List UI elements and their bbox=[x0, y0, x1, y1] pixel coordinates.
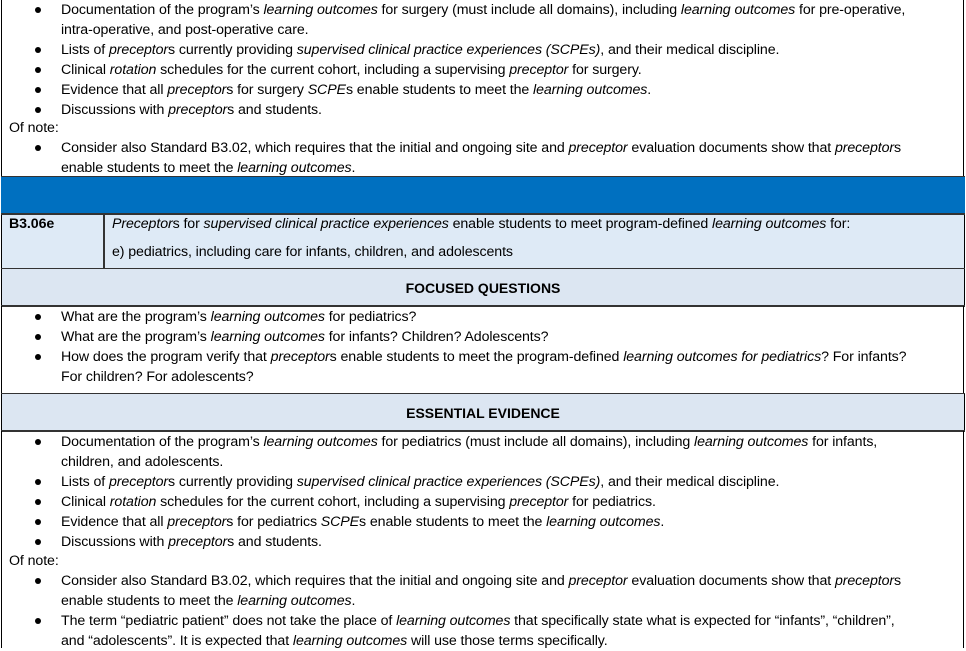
bullet-icon bbox=[35, 334, 41, 340]
standard-text-line2: e) pediatrics, including care for infants, children, and adolescents bbox=[112, 244, 513, 260]
standard-text-line1: Preceptors for supervised clinical practice experiences enable students to meet program-defined learning outcomes for: bbox=[112, 216, 851, 232]
note-item: enable students to meet the learning outcomes. bbox=[61, 160, 356, 176]
bullet-icon bbox=[35, 519, 41, 525]
evidence-item: intra-operative, and post-operative care. bbox=[61, 22, 309, 38]
standard-code: B3.06e bbox=[9, 216, 55, 232]
note-item: enable students to meet the learning outcomes. bbox=[61, 593, 356, 609]
bullet-icon bbox=[35, 354, 41, 360]
bullet-icon bbox=[35, 578, 41, 584]
of-note-label: Of note: bbox=[9, 120, 59, 136]
bullet-icon bbox=[35, 67, 41, 73]
column-divider bbox=[103, 213, 105, 269]
bullet-icon bbox=[35, 439, 41, 445]
bullet-icon bbox=[35, 87, 41, 93]
evidence-item: Evidence that all preceptors for surgery SCPEs enable students to meet the learning outcomes. bbox=[61, 82, 652, 98]
note-item: and “adolescents”. It is expected that learning outcomes will use those terms specifically. bbox=[61, 633, 608, 649]
bullet-icon bbox=[35, 107, 41, 113]
bullet-icon bbox=[35, 618, 41, 624]
evidence-item: Documentation of the program’s learning outcomes for pediatrics (must include all domains), including learning outcomes for infants, bbox=[61, 434, 878, 450]
section-band bbox=[1, 177, 965, 213]
note-item: The term “pediatric patient” does not take the place of learning outcomes that specifically state what is expected for “infants”, “children”, bbox=[61, 613, 895, 629]
bullet-icon bbox=[35, 539, 41, 545]
evidence-item: children, and adolescents. bbox=[61, 454, 224, 470]
question-item: How does the program verify that preceptors enable students to meet the program-defined learning outcomes for pediatrics? For infants? bbox=[61, 349, 907, 365]
of-note-label: Of note: bbox=[9, 553, 59, 569]
question-item: What are the program’s learning outcomes for pediatrics? bbox=[61, 309, 417, 325]
evidence-item: Documentation of the program’s learning outcomes for surgery (must include all domains), including learning outcomes for pre-operative, bbox=[61, 2, 906, 18]
note-item: Consider also Standard B3.02, which requires that the initial and ongoing site and preceptor evaluation documents show that preceptors bbox=[61, 140, 901, 156]
bullet-icon bbox=[35, 499, 41, 505]
evidence-item: Lists of preceptors currently providing supervised clinical practice experiences (SCPEs), and their medical discipline. bbox=[61, 42, 780, 58]
bullet-icon bbox=[35, 314, 41, 320]
bullet-icon bbox=[35, 7, 41, 13]
note-item: Consider also Standard B3.02, which requires that the initial and ongoing site and preceptor evaluation documents show that preceptors bbox=[61, 573, 901, 589]
bullet-icon bbox=[35, 47, 41, 53]
evidence-item: Lists of preceptors currently providing supervised clinical practice experiences (SCPEs), and their medical discipline. bbox=[61, 474, 780, 490]
evidence-item: Discussions with preceptors and students. bbox=[61, 102, 322, 118]
essential-evidence-heading: ESSENTIAL EVIDENCE bbox=[406, 405, 560, 421]
evidence-item: Evidence that all preceptors for pediatrics SCPEs enable students to meet the learning outcomes. bbox=[61, 514, 665, 530]
evidence-item: Discussions with preceptors and students. bbox=[61, 534, 322, 550]
focused-questions-heading: FOCUSED QUESTIONS bbox=[405, 280, 561, 296]
bullet-icon bbox=[35, 145, 41, 151]
bullet-icon bbox=[35, 479, 41, 485]
question-item: What are the program’s learning outcomes for infants? Children? Adolescents? bbox=[61, 329, 549, 345]
question-item: For children? For adolescents? bbox=[61, 369, 254, 385]
evidence-item: Clinical rotation schedules for the current cohort, including a supervising preceptor for pediatrics. bbox=[61, 494, 656, 510]
evidence-item: Clinical rotation schedules for the current cohort, including a supervising preceptor for surgery. bbox=[61, 62, 642, 78]
